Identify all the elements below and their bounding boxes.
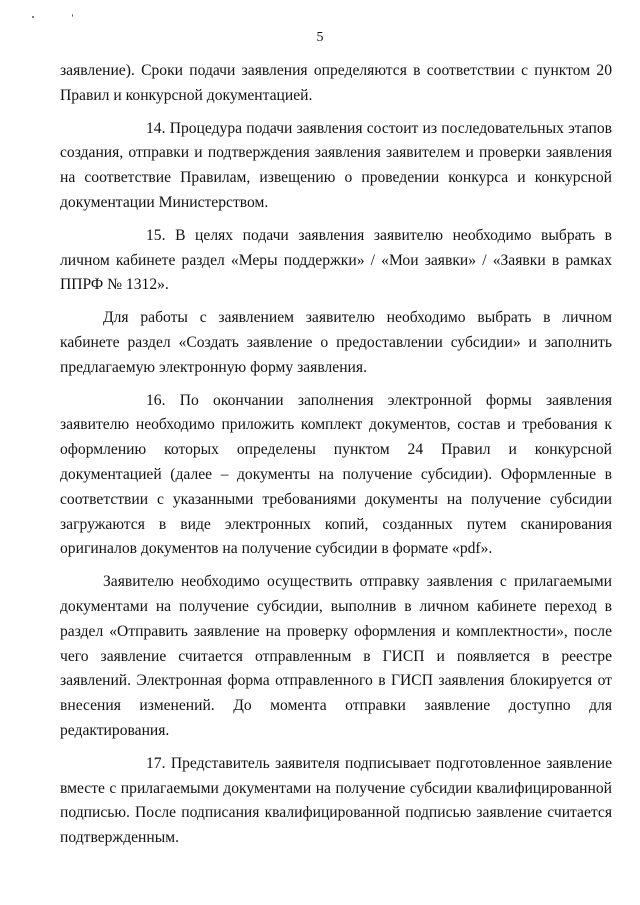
scan-speck [32,16,34,18]
paragraph-15 [60,224,612,298]
page-number: 5 [316,30,324,45]
paragraph-14 [60,117,612,216]
paragraph-text: Заявителю необходимо осуществить отправку заявления с прилагаемыми документами на получение субсидии, выполнив в личном кабинете переход в раздел «Отправить заявление на проверку оформления и комплектности», после чего заявление считается отправленным в ГИСП и появляется в реестре заявлений. Электронная форма отправленного в ГИСП заявления блокируется от внесения изменений. До момента отправки заявление доступно для редактирования. [60,573,612,739]
paragraph-text: заявление). Сроки подачи заявления определяются в соответствии с пунктом 20 Правил и конкурсной документацией. [60,62,612,104]
paragraph-text: Представитель заявителя подписывает подготовленное заявление вместе с прилагаемыми документами на получение субсидии квалифицированной подписью. После подписания квалифицированной подписью заявление считается подтвержденным. [60,754,612,847]
paragraph-number: 14. [146,119,166,137]
paragraph-text: Для работы с заявлением заявителю необходимо выбрать в личном кабинете раздел «Создать заявление о предоставлении субсидии» и заполнить предлагаемую электронную форму заявления. [60,309,612,376]
paragraph-number: 16. [146,391,166,409]
paragraph-text: В целях подачи заявления заявителю необходимо выбрать в личном кабинете раздел «Меры поддержки» / «Мои заявки» / «Заявки в рамках ППРФ № 1312». [60,226,612,294]
body-text [60,59,612,859]
paragraph-17 [60,752,612,851]
paragraph [60,59,612,109]
paragraph [60,570,612,744]
paragraph-number: 17. [146,754,166,772]
paragraph-text: По окончании заполнения электронной формы заявления заявителю необходимо приложить комплект документов, состав и требования к оформлению которых определены пунктом 24 Правил и конкурсной документацией (далее – документы на получение субсидии). Оформленные в соответствии с указанными требованиями документы на получение субсидии загружаются в виде электронных копий, созданных путем сканирования оригиналов документов на получение субсидии в формате «pdf». [60,391,612,558]
paragraph-number: 15. [146,226,166,244]
paragraph [60,306,612,380]
scan-speck [72,14,73,17]
paragraph-text: Процедура подачи заявления состоит из последовательных этапов создания, отправки и подтверждения заявления заявителем и проверки заявления на соответствие Правилам, извещению о проведении конкурса и конкурсной документации Министерством. [60,119,612,211]
paragraph-16 [60,389,612,563]
